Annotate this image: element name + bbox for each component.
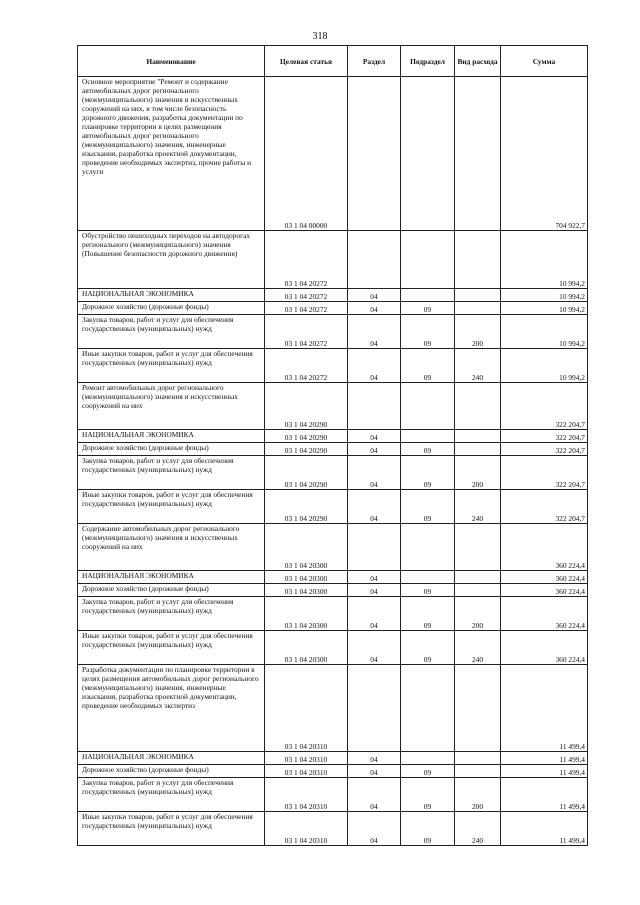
row-target-text: 03 1 04 20290 xyxy=(284,433,328,442)
row-amount xyxy=(501,77,588,231)
row-section-text: 04 xyxy=(370,305,378,314)
row-section-text: 04 xyxy=(370,768,378,777)
row-target-text: 03 1 04 20300 xyxy=(284,655,328,664)
row-target-text: 03 1 04 20310 xyxy=(284,742,328,751)
row-name xyxy=(78,524,265,571)
row-amount-text: 360 224,4 xyxy=(555,621,585,630)
row-expense-type xyxy=(455,631,501,665)
row-subsection xyxy=(401,456,455,490)
row-name-text: Закупка товаров, работ и услуг для обеспечения государственных (муниципальных) нужд xyxy=(82,456,234,474)
row-target xyxy=(265,443,348,456)
row-name-text: НАЦИОНАЛЬНАЯ ЭКОНОМИКА xyxy=(82,289,194,298)
row-target-text: 03 1 04 20272 xyxy=(284,279,328,288)
row-name xyxy=(78,812,265,846)
row-target-text: 03 1 04 20290 xyxy=(284,420,328,429)
row-section-text: 04 xyxy=(370,587,378,596)
row-section-text: 04 xyxy=(370,621,378,630)
row-target xyxy=(265,490,348,524)
row-name xyxy=(78,302,265,315)
row-subsection-text: 09 xyxy=(423,768,432,777)
row-name-text: Иные закупки товаров, работ и услуг для обеспечения государственных (муниципальных) нужд xyxy=(82,349,253,367)
table-row xyxy=(78,289,588,302)
row-section-text: 04 xyxy=(370,574,378,583)
row-expense-type xyxy=(455,597,501,631)
row-name-text: Закупка товаров, работ и услуг для обеспечения государственных (муниципальных) нужд xyxy=(82,597,234,615)
row-target xyxy=(265,778,348,812)
table-row xyxy=(78,571,588,584)
row-expense-type xyxy=(455,231,501,289)
row-section xyxy=(348,302,401,315)
row-section xyxy=(348,752,401,765)
table-row xyxy=(78,430,588,443)
row-name-text: Дорожное хозяйство (дорожные фонды) xyxy=(82,443,209,452)
row-amount-text: 11 499,4 xyxy=(559,755,585,764)
page-number: 318 xyxy=(312,31,328,42)
row-target-text: 03 1 04 20310 xyxy=(284,802,328,811)
row-expense-type xyxy=(455,778,501,812)
row-amount-text: 360 224,4 xyxy=(555,574,585,583)
row-name xyxy=(78,665,265,752)
row-target xyxy=(265,315,348,349)
table-row xyxy=(78,456,588,490)
row-name xyxy=(78,752,265,765)
row-section-text: 04 xyxy=(370,755,378,764)
row-amount-text: 11 499,4 xyxy=(559,742,585,751)
row-name-text: Разработка документации по планировке территории в целях размещения автомобильных дорог регионального (межмуниципального) значения, инженерные изыскания, разработка проектной документации, проведение необходимых экспертиз xyxy=(82,665,259,710)
row-target xyxy=(265,571,348,584)
row-amount xyxy=(501,584,588,597)
row-amount-text: 704 922,7 xyxy=(555,221,585,230)
row-target-text: 03 1 04 20300 xyxy=(284,574,328,583)
row-amount xyxy=(501,383,588,430)
row-name xyxy=(78,289,265,302)
row-expense-type xyxy=(455,289,501,302)
row-expense-type xyxy=(455,315,501,349)
row-expense-type xyxy=(455,665,501,752)
row-name-text: Обустройство пешеходных переходов на автодорогах регионального (межмуниципального) значения (Повышение безопасности дорожного движения) xyxy=(82,231,251,258)
table-row xyxy=(78,302,588,315)
row-subsection-text: 09 xyxy=(423,480,432,489)
row-name-text: Содержание автомобильных дорог регионального (межмуниципального) значения и искусственных сооружений на них xyxy=(82,524,240,551)
row-subsection xyxy=(401,77,455,231)
row-name-text: Иные закупки товаров, работ и услуг для обеспечения государственных (муниципальных) нужд xyxy=(82,490,253,508)
row-name xyxy=(78,597,265,631)
row-target-text: 03 1 04 20272 xyxy=(284,339,328,348)
table-row xyxy=(78,231,588,289)
row-target xyxy=(265,812,348,846)
row-target-text: 03 1 04 20300 xyxy=(284,587,328,596)
row-target xyxy=(265,231,348,289)
row-amount-text: 10 994,2 xyxy=(559,339,585,348)
row-section xyxy=(348,289,401,302)
row-subsection xyxy=(401,383,455,430)
budget-table xyxy=(77,45,588,846)
row-subsection xyxy=(401,752,455,765)
row-section xyxy=(348,430,401,443)
row-target-text: 03 1 04 20272 xyxy=(284,373,328,382)
row-target xyxy=(265,597,348,631)
row-section xyxy=(348,383,401,430)
header-subsection: Подраздел xyxy=(401,46,455,77)
row-name-text: НАЦИОНАЛЬНАЯ ЭКОНОМИКА xyxy=(82,752,194,761)
row-expense-type xyxy=(455,77,501,231)
row-subsection xyxy=(401,631,455,665)
row-expense-type xyxy=(455,524,501,571)
table-row xyxy=(78,631,588,665)
row-target-text: 03 1 04 20310 xyxy=(284,768,328,777)
row-name xyxy=(78,443,265,456)
table-header-row xyxy=(78,46,588,77)
row-amount-text: 322 204,7 xyxy=(555,514,585,523)
table-row xyxy=(78,584,588,597)
row-amount-text: 360 224,4 xyxy=(555,587,585,596)
row-expense-type xyxy=(455,584,501,597)
row-target xyxy=(265,430,348,443)
row-section-text: 04 xyxy=(370,339,378,348)
table-row xyxy=(78,812,588,846)
row-name xyxy=(78,456,265,490)
row-target-text: 03 1 04 20290 xyxy=(284,480,328,489)
row-target xyxy=(265,383,348,430)
row-amount xyxy=(501,430,588,443)
row-subsection xyxy=(401,584,455,597)
row-target-text: 03 1 04 20290 xyxy=(284,514,328,523)
table-row xyxy=(78,765,588,778)
row-target xyxy=(265,524,348,571)
row-target-text: 03 1 04 20272 xyxy=(284,305,328,314)
row-target xyxy=(265,584,348,597)
row-section xyxy=(348,812,401,846)
row-target xyxy=(265,289,348,302)
row-section-text: 04 xyxy=(370,836,378,845)
row-amount xyxy=(501,231,588,289)
header-target: Целевая статья xyxy=(265,46,348,77)
row-amount xyxy=(501,456,588,490)
row-name-text: Основное мероприятие "Ремонт и содержание автомобильных дорог регионального (межмуниципального) значения и искусственных сооружений на них, в том числе безопасность дорожного движения, разработка документации по планировке территории в целях размещения автомобильных дорог регионального (межмуниципального) значения, инженерные изыскания, разработка проектной документации, проведение необходимых экспертиз, прочие работы и услуги xyxy=(82,77,252,176)
row-subsection xyxy=(401,349,455,383)
row-amount xyxy=(501,597,588,631)
row-amount-text: 11 499,4 xyxy=(559,768,585,777)
row-subsection-text: 09 xyxy=(423,802,432,811)
row-amount-text: 10 994,2 xyxy=(559,279,585,288)
row-amount xyxy=(501,752,588,765)
row-section-text: 04 xyxy=(370,514,378,523)
row-section-text: 04 xyxy=(370,433,378,442)
row-amount xyxy=(501,765,588,778)
row-target-text: 03 1 04 20310 xyxy=(284,755,328,764)
row-name xyxy=(78,490,265,524)
row-expense-type-text: 200 xyxy=(471,339,484,348)
row-subsection xyxy=(401,443,455,456)
row-target xyxy=(265,349,348,383)
row-subsection-text: 09 xyxy=(423,655,432,664)
row-subsection-text: 09 xyxy=(423,621,432,630)
row-section-text: 04 xyxy=(370,373,378,382)
row-amount xyxy=(501,812,588,846)
row-subsection-text: 09 xyxy=(423,587,432,596)
row-amount xyxy=(501,571,588,584)
table-row xyxy=(78,752,588,765)
row-section-text: 04 xyxy=(370,446,378,455)
row-subsection xyxy=(401,302,455,315)
row-name-text: Дорожное хозяйство (дорожные фонды) xyxy=(82,765,209,774)
row-name xyxy=(78,315,265,349)
row-section xyxy=(348,765,401,778)
row-section-text: 04 xyxy=(370,480,378,489)
table-row xyxy=(78,443,588,456)
row-subsection xyxy=(401,430,455,443)
row-target-text: 03 1 04 00000 xyxy=(284,221,328,230)
row-name-text: НАЦИОНАЛЬНАЯ ЭКОНОМИКА xyxy=(82,571,194,580)
row-name-text: Дорожное хозяйство (дорожные фонды) xyxy=(82,302,209,311)
row-section-text: 04 xyxy=(370,655,378,664)
row-name-text: Закупка товаров, работ и услуг для обеспечения государственных (муниципальных) нужд xyxy=(82,315,234,333)
row-name xyxy=(78,77,265,231)
table-row xyxy=(78,524,588,571)
row-amount-text: 322 204,7 xyxy=(555,480,585,489)
row-expense-type xyxy=(455,443,501,456)
table-row xyxy=(78,383,588,430)
row-amount-text: 360 224,4 xyxy=(555,655,585,664)
row-expense-type-text: 240 xyxy=(471,514,484,523)
row-name-text: НАЦИОНАЛЬНАЯ ЭКОНОМИКА xyxy=(82,430,194,439)
row-section-text: 04 xyxy=(370,292,378,301)
row-expense-type xyxy=(455,571,501,584)
row-amount-text: 10 994,2 xyxy=(559,292,585,301)
row-section xyxy=(348,231,401,289)
row-subsection xyxy=(401,315,455,349)
row-name-text: Дорожное хозяйство (дорожные фонды) xyxy=(82,584,209,593)
row-target xyxy=(265,765,348,778)
row-target xyxy=(265,77,348,231)
row-amount xyxy=(501,631,588,665)
row-amount xyxy=(501,778,588,812)
row-name-text: Иные закупки товаров, работ и услуг для обеспечения государственных (муниципальных) нужд xyxy=(82,631,253,649)
row-expense-type xyxy=(455,430,501,443)
row-amount xyxy=(501,490,588,524)
row-subsection xyxy=(401,812,455,846)
row-subsection-text: 09 xyxy=(423,373,432,382)
row-target xyxy=(265,665,348,752)
row-target-text: 03 1 04 20300 xyxy=(284,561,328,570)
header-expense-type: Вид расхода xyxy=(455,46,501,77)
row-target-text: 03 1 04 20290 xyxy=(284,446,328,455)
row-section xyxy=(348,524,401,571)
row-section xyxy=(348,456,401,490)
row-expense-type-text: 200 xyxy=(471,802,484,811)
row-name xyxy=(78,349,265,383)
row-section xyxy=(348,665,401,752)
row-subsection xyxy=(401,289,455,302)
row-expense-type xyxy=(455,383,501,430)
row-name xyxy=(78,231,265,289)
row-amount-text: 11 499,4 xyxy=(559,802,585,811)
row-target xyxy=(265,631,348,665)
row-subsection-text: 09 xyxy=(423,339,432,348)
row-target-text: 03 1 04 20310 xyxy=(284,836,328,845)
row-expense-type-text: 200 xyxy=(471,621,484,630)
row-name xyxy=(78,631,265,665)
row-amount xyxy=(501,665,588,752)
row-amount-text: 10 994,2 xyxy=(559,305,585,314)
row-target-text: 03 1 04 20272 xyxy=(284,292,328,301)
row-subsection-text: 09 xyxy=(423,836,432,845)
row-amount xyxy=(501,349,588,383)
header-section: Раздел xyxy=(348,46,401,77)
row-expense-type xyxy=(455,490,501,524)
row-section xyxy=(348,490,401,524)
row-section xyxy=(348,584,401,597)
row-name xyxy=(78,430,265,443)
row-section xyxy=(348,631,401,665)
row-target xyxy=(265,752,348,765)
row-expense-type xyxy=(455,812,501,846)
row-section xyxy=(348,77,401,231)
row-name-text: Ремонт автомобильных дорог регионального (межмуниципального) значения и искусственных сооружений на них xyxy=(82,383,238,410)
row-expense-type-text: 240 xyxy=(471,373,484,382)
row-expense-type xyxy=(455,456,501,490)
row-name xyxy=(78,571,265,584)
row-subsection xyxy=(401,778,455,812)
table-row xyxy=(78,665,588,752)
row-amount-text: 322 204,7 xyxy=(555,433,585,442)
row-subsection xyxy=(401,524,455,571)
table-row xyxy=(78,778,588,812)
row-amount xyxy=(501,315,588,349)
table-row xyxy=(78,315,588,349)
row-name xyxy=(78,584,265,597)
row-target xyxy=(265,456,348,490)
row-expense-type-text: 240 xyxy=(471,836,484,845)
row-amount xyxy=(501,524,588,571)
row-amount-text: 322 204,7 xyxy=(555,420,585,429)
row-subsection xyxy=(401,571,455,584)
header-name: Наименование xyxy=(78,46,265,77)
table-row xyxy=(78,597,588,631)
row-target xyxy=(265,302,348,315)
row-amount xyxy=(501,443,588,456)
row-name xyxy=(78,778,265,812)
row-subsection-text: 09 xyxy=(423,514,432,523)
row-subsection xyxy=(401,490,455,524)
row-target-text: 03 1 04 20300 xyxy=(284,621,328,630)
table-body xyxy=(78,77,588,846)
row-subsection-text: 09 xyxy=(423,305,432,314)
row-amount-text: 10 994,2 xyxy=(559,373,585,382)
row-amount xyxy=(501,302,588,315)
row-subsection xyxy=(401,665,455,752)
row-amount-text: 11 499,4 xyxy=(559,836,585,845)
row-section xyxy=(348,315,401,349)
row-name xyxy=(78,383,265,430)
row-subsection xyxy=(401,765,455,778)
row-expense-type xyxy=(455,349,501,383)
row-name xyxy=(78,765,265,778)
row-section xyxy=(348,571,401,584)
row-name-text: Иные закупки товаров, работ и услуг для обеспечения государственных (муниципальных) нужд xyxy=(82,812,253,830)
row-expense-type-text: 240 xyxy=(471,655,484,664)
table-row xyxy=(78,349,588,383)
row-expense-type xyxy=(455,765,501,778)
header-amount: Сумма xyxy=(501,46,588,77)
row-expense-type xyxy=(455,752,501,765)
table-row xyxy=(78,77,588,231)
row-amount-text: 360 224,4 xyxy=(555,561,585,570)
row-section-text: 04 xyxy=(370,802,378,811)
row-subsection-text: 09 xyxy=(423,446,432,455)
row-expense-type xyxy=(455,302,501,315)
row-amount-text: 322 204,7 xyxy=(555,446,585,455)
row-subsection xyxy=(401,597,455,631)
row-name-text: Закупка товаров, работ и услуг для обеспечения государственных (муниципальных) нужд xyxy=(82,778,234,796)
row-section xyxy=(348,597,401,631)
row-section xyxy=(348,443,401,456)
row-expense-type-text: 200 xyxy=(471,480,484,489)
row-amount xyxy=(501,289,588,302)
table-row xyxy=(78,490,588,524)
row-section xyxy=(348,349,401,383)
row-subsection xyxy=(401,231,455,289)
row-section xyxy=(348,778,401,812)
